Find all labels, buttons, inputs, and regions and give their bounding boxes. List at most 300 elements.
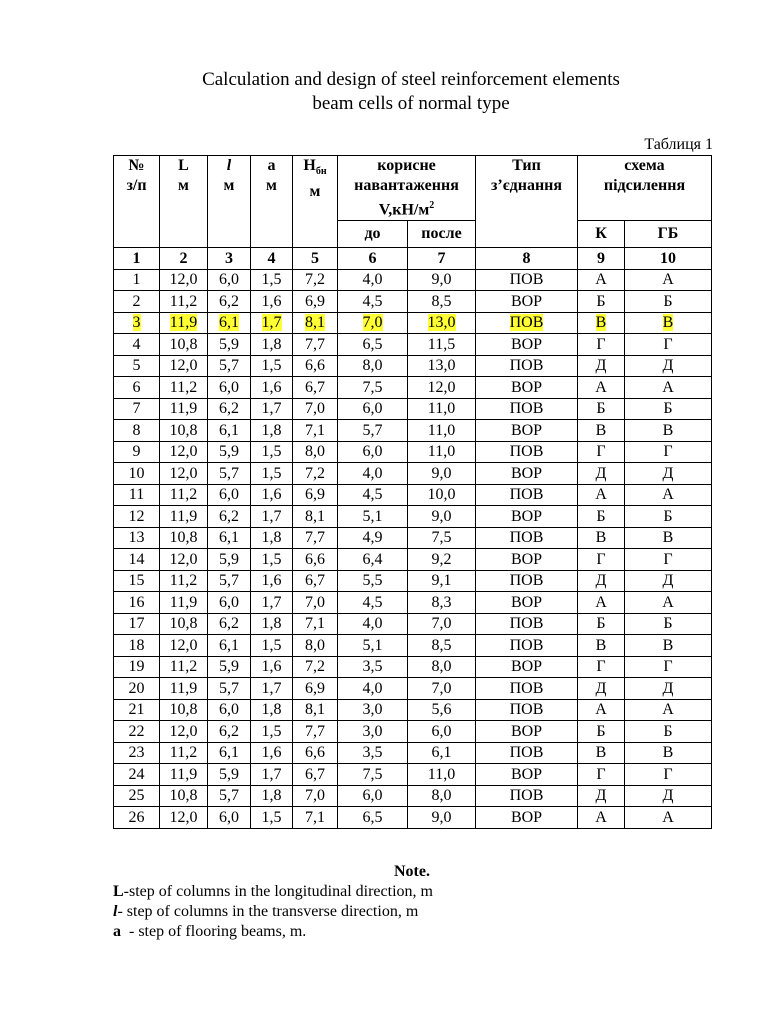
table-row	[114, 764, 712, 786]
table-cell: 11,0	[408, 420, 476, 442]
table-cell: В	[625, 635, 712, 657]
table-row	[114, 463, 712, 485]
header-K: К	[578, 221, 625, 248]
table-cell: 11,2	[160, 656, 208, 678]
table-row	[114, 592, 712, 614]
table-cell: 11,0	[408, 764, 476, 786]
table-cell: 3,0	[338, 699, 408, 721]
table-cell: 11	[114, 484, 160, 506]
table-cell: 5,7	[208, 355, 251, 377]
table-cell: 8,3	[408, 592, 476, 614]
table-cell: А	[625, 699, 712, 721]
highlighted-value: В	[662, 314, 674, 332]
note-section	[113, 862, 711, 942]
table-cell: 13,0	[408, 355, 476, 377]
table-cell: А	[625, 484, 712, 506]
note-text-L: -step of columns in the longitudinal direction, m	[123, 883, 433, 900]
table-cell: 7,0	[293, 398, 338, 420]
table-cell: 7,0	[293, 592, 338, 614]
table-cell: 16	[114, 592, 160, 614]
table-cell: Д	[578, 570, 625, 592]
header-load-after: после	[408, 221, 476, 248]
table-cell: 6,0	[208, 269, 251, 291]
table-cell: В	[625, 420, 712, 442]
table-cell: Д	[625, 785, 712, 807]
table-row	[114, 656, 712, 678]
title-line-2: beam cells of normal type	[312, 93, 510, 114]
table-cell: 7,7	[293, 334, 338, 356]
table-cell: А	[578, 807, 625, 829]
table-row	[114, 269, 712, 291]
table-cell: 6,9	[293, 678, 338, 700]
column-numbers-row	[114, 248, 712, 270]
table-cell	[293, 312, 338, 334]
table-cell: ПОВ	[476, 527, 578, 549]
table-cell: 1,8	[251, 334, 293, 356]
table-cell: ПОВ	[476, 570, 578, 592]
table-cell: 4,0	[338, 613, 408, 635]
table-cell: 4,9	[338, 527, 408, 549]
table-cell: 6,6	[293, 549, 338, 571]
table-cell: 5,9	[208, 764, 251, 786]
header-H	[293, 156, 338, 248]
table-cell: 9,0	[408, 807, 476, 829]
highlighted-value: 11,9	[169, 314, 198, 332]
table-cell: 12,0	[160, 807, 208, 829]
header-num	[114, 156, 160, 248]
table-cell: 22	[114, 721, 160, 743]
header-load-line-2: навантаження	[354, 177, 459, 194]
table-cell: 7,1	[293, 807, 338, 829]
highlighted-value: 8,1	[305, 314, 325, 332]
table-row	[114, 785, 712, 807]
table-cell: 6,7	[293, 377, 338, 399]
table-row	[114, 420, 712, 442]
table-cell: Д	[625, 570, 712, 592]
table-cell: 5,7	[208, 463, 251, 485]
table-cell: 4	[114, 334, 160, 356]
table-cell: 11,9	[160, 764, 208, 786]
table-cell: 6,1	[208, 527, 251, 549]
table-cell: 23	[114, 742, 160, 764]
table-cell: 5	[114, 355, 160, 377]
table-cell: 12,0	[408, 377, 476, 399]
table-cell: ПОВ	[476, 635, 578, 657]
table-row	[114, 441, 712, 463]
table-cell: 7,5	[338, 377, 408, 399]
table-cell: 6,1	[208, 742, 251, 764]
table-cell: 6,1	[208, 420, 251, 442]
table-cell: 10,8	[160, 420, 208, 442]
table-cell: 1,6	[251, 484, 293, 506]
table-cell: 5,9	[208, 441, 251, 463]
table-cell: 5,5	[338, 570, 408, 592]
table-row	[114, 312, 712, 334]
table-cell: 13	[114, 527, 160, 549]
highlighted-value: В	[595, 314, 607, 332]
table-cell: А	[625, 592, 712, 614]
table-cell: Б	[578, 398, 625, 420]
note-key-l: l	[113, 903, 118, 920]
header-load-line-1: корисне	[377, 157, 436, 174]
table-cell: 6	[114, 377, 160, 399]
table-cell: 6,0	[208, 377, 251, 399]
header-L-unit: м	[178, 177, 189, 194]
header-type-line-1: Тип	[512, 157, 541, 174]
highlighted-value: 7,0	[362, 314, 383, 332]
table-cell: В	[578, 527, 625, 549]
table-row	[114, 506, 712, 528]
table-cell: 1,8	[251, 527, 293, 549]
note-line-L	[113, 882, 711, 902]
table-cell	[160, 312, 208, 334]
header-a-label: a	[267, 157, 276, 174]
table-cell: 1,8	[251, 699, 293, 721]
header-l-unit: м	[223, 177, 235, 194]
table-cell: 9,2	[408, 549, 476, 571]
table-cell: Г	[625, 334, 712, 356]
table-cell: 7,0	[408, 613, 476, 635]
table-cell: Б	[578, 291, 625, 313]
table-cell: 7,0	[408, 678, 476, 700]
table-cell: Б	[578, 721, 625, 743]
table-cell: 11,0	[408, 398, 476, 420]
table-cell: Д	[578, 678, 625, 700]
table-cell: 6,4	[338, 549, 408, 571]
header-scheme-line-1: схема	[624, 157, 665, 174]
table-cell: ВОР	[476, 377, 578, 399]
table-cell: Б	[625, 721, 712, 743]
col-number: 2	[160, 248, 208, 270]
table-cell: ВОР	[476, 420, 578, 442]
table-cell: 12,0	[160, 549, 208, 571]
table-cell: ПОВ	[476, 613, 578, 635]
table-cell: 12,0	[160, 721, 208, 743]
table-cell: 9,0	[408, 269, 476, 291]
table-cell: 7,2	[293, 463, 338, 485]
table-cell: 6,0	[338, 441, 408, 463]
table-cell: 1,7	[251, 506, 293, 528]
table-cell: 4,0	[338, 678, 408, 700]
table-cell: 5,9	[208, 549, 251, 571]
table-cell: 11,2	[160, 484, 208, 506]
table-cell: 12	[114, 506, 160, 528]
table-cell: ВОР	[476, 291, 578, 313]
page-title	[0, 68, 768, 116]
table-cell: 7,5	[338, 764, 408, 786]
table-cell: ПОВ	[476, 355, 578, 377]
note-line-a	[113, 922, 711, 942]
table-cell: 1,6	[251, 291, 293, 313]
table-cell: 6,2	[208, 613, 251, 635]
col-number: 6	[338, 248, 408, 270]
table-cell: А	[578, 592, 625, 614]
table-cell: В	[578, 635, 625, 657]
table-cell: 20	[114, 678, 160, 700]
table-cell: ВОР	[476, 506, 578, 528]
table-row	[114, 570, 712, 592]
table-cell: ВОР	[476, 807, 578, 829]
table-cell: 7,0	[293, 785, 338, 807]
col-number: 3	[208, 248, 251, 270]
table-cell: 12,0	[160, 463, 208, 485]
table-cell: Б	[625, 291, 712, 313]
table-cell: ВОР	[476, 334, 578, 356]
note-text-l: - step of columns in the transverse direction, m	[117, 903, 419, 920]
table-cell: Д	[625, 355, 712, 377]
table-cell: 8,5	[408, 291, 476, 313]
table-cell: 15	[114, 570, 160, 592]
note-line-l	[113, 902, 711, 922]
table-cell: Г	[578, 549, 625, 571]
table-row	[114, 635, 712, 657]
table-cell: ВОР	[476, 764, 578, 786]
table-cell: А	[578, 699, 625, 721]
table-cell: ВОР	[476, 656, 578, 678]
col-number: 4	[251, 248, 293, 270]
note-key-L: L	[113, 883, 124, 900]
table-cell: 9,0	[408, 463, 476, 485]
table-cell: 11,9	[160, 398, 208, 420]
col-number: 1	[114, 248, 160, 270]
col-number: 10	[625, 248, 712, 270]
table-cell: 6,5	[338, 807, 408, 829]
table-cell: ВОР	[476, 549, 578, 571]
table-cell: Г	[578, 764, 625, 786]
table-cell: 5,7	[208, 678, 251, 700]
table-cell	[476, 312, 578, 334]
table-cell: ПОВ	[476, 398, 578, 420]
highlighted-value: 3	[132, 314, 141, 332]
table-cell: 1,8	[251, 613, 293, 635]
table-cell: Б	[625, 398, 712, 420]
table-cell: 10,8	[160, 613, 208, 635]
table-cell: Б	[625, 506, 712, 528]
table-cell	[625, 312, 712, 334]
table-cell: Г	[625, 549, 712, 571]
col-number: 5	[293, 248, 338, 270]
table-cell: 5,1	[338, 506, 408, 528]
table-cell: 10	[114, 463, 160, 485]
table-cell: 7,7	[293, 721, 338, 743]
table-body	[114, 248, 712, 829]
table-cell: 6,0	[208, 699, 251, 721]
table-cell: ПОВ	[476, 441, 578, 463]
table-cell: 1,5	[251, 355, 293, 377]
table-cell	[338, 312, 408, 334]
header-num-label-2: з/п	[126, 177, 147, 194]
table-cell: 5,1	[338, 635, 408, 657]
table-cell: 5,9	[208, 656, 251, 678]
table-cell: 8,1	[293, 506, 338, 528]
table-cell: 21	[114, 699, 160, 721]
table-cell	[208, 312, 251, 334]
table-cell: 12,0	[160, 441, 208, 463]
table-cell: 7,1	[293, 420, 338, 442]
col-number: 8	[476, 248, 578, 270]
table-cell: 1	[114, 269, 160, 291]
table-cell: 6,6	[293, 355, 338, 377]
table-cell: 7,1	[293, 613, 338, 635]
title-line-1: Calculation and design of steel reinforcement elements	[202, 69, 620, 90]
table-cell: 7,2	[293, 656, 338, 678]
table-cell: 6,0	[338, 398, 408, 420]
table-cell: 6,0	[208, 484, 251, 506]
table-cell: 8,0	[293, 441, 338, 463]
table-cell: Г	[578, 656, 625, 678]
table-cell: 6,0	[208, 592, 251, 614]
table-cell: 1,7	[251, 592, 293, 614]
table-cell: 24	[114, 764, 160, 786]
table-cell: 8	[114, 420, 160, 442]
table-cell: Б	[578, 506, 625, 528]
table-cell: 25	[114, 785, 160, 807]
table-cell: 1,6	[251, 656, 293, 678]
table-cell: 7,5	[408, 527, 476, 549]
table-cell	[114, 312, 160, 334]
header-H-unit: м	[309, 183, 321, 201]
table-cell: Г	[625, 764, 712, 786]
table-cell: ПОВ	[476, 269, 578, 291]
table-cell: 1,5	[251, 441, 293, 463]
table-cell: 1,5	[251, 721, 293, 743]
table-cell: 1,7	[251, 764, 293, 786]
table-cell: 1,6	[251, 570, 293, 592]
header-L-label: L	[178, 157, 189, 174]
table-cell: 4,5	[338, 592, 408, 614]
table-cell: ПОВ	[476, 678, 578, 700]
table-caption: Таблиця 1	[644, 136, 713, 153]
table-cell: 10,8	[160, 785, 208, 807]
header-GB: ГБ	[625, 221, 712, 248]
table-cell: 9,0	[408, 506, 476, 528]
table-cell: ПОВ	[476, 484, 578, 506]
table-cell: 8,0	[293, 635, 338, 657]
header-scheme-line-2: підсилення	[603, 177, 686, 194]
table-cell: Б	[578, 613, 625, 635]
header-connection-type	[476, 156, 578, 248]
table-cell: 9	[114, 441, 160, 463]
table-cell: 9,1	[408, 570, 476, 592]
col-number: 9	[578, 248, 625, 270]
table-cell: 6,6	[293, 742, 338, 764]
table-cell: 4,5	[338, 484, 408, 506]
table-cell: Д	[625, 463, 712, 485]
table-row	[114, 291, 712, 313]
table-cell: Г	[625, 656, 712, 678]
table-cell: В	[578, 742, 625, 764]
table-cell: ВОР	[476, 463, 578, 485]
table-cell: 8,1	[293, 699, 338, 721]
table-cell: 10,8	[160, 699, 208, 721]
table-cell: 6,2	[208, 506, 251, 528]
table-cell: 18	[114, 635, 160, 657]
table-cell: Д	[578, 463, 625, 485]
table-cell: 8,0	[408, 785, 476, 807]
note-text-a: - step of flooring beams, m.	[121, 923, 307, 940]
note-title: Note.	[394, 863, 430, 880]
table-cell: 7,7	[293, 527, 338, 549]
table-row	[114, 742, 712, 764]
highlighted-value: ПОВ	[509, 314, 544, 332]
table-cell: 1,6	[251, 377, 293, 399]
table-cell: Д	[625, 678, 712, 700]
table-cell: ВОР	[476, 721, 578, 743]
table-row	[114, 484, 712, 506]
table-cell: А	[625, 269, 712, 291]
table-cell: 11,2	[160, 570, 208, 592]
table-cell: А	[625, 807, 712, 829]
table-cell: 12,0	[160, 269, 208, 291]
table-cell	[251, 312, 293, 334]
table-row	[114, 721, 712, 743]
highlighted-value: 1,7	[261, 314, 282, 332]
variants-table	[113, 155, 712, 829]
table-cell: 1,5	[251, 463, 293, 485]
table-cell: 4,5	[338, 291, 408, 313]
table-cell: 5,7	[208, 570, 251, 592]
table-cell: 4,0	[338, 269, 408, 291]
table-cell: 6,0	[338, 785, 408, 807]
table-cell: 1,8	[251, 420, 293, 442]
table-row	[114, 527, 712, 549]
table-cell: 17	[114, 613, 160, 635]
header-a	[251, 156, 293, 248]
table-cell: 1,8	[251, 785, 293, 807]
table-cell: 26	[114, 807, 160, 829]
table-row	[114, 613, 712, 635]
table-cell: 1,6	[251, 742, 293, 764]
table-cell: 6,2	[208, 398, 251, 420]
header-load	[338, 156, 476, 221]
table-cell	[408, 312, 476, 334]
header-H-sub: бн	[315, 166, 327, 178]
header-l-label: l	[226, 157, 232, 174]
header-load-line-3: V,кН/м	[378, 201, 430, 219]
header-num-label: №	[128, 157, 145, 174]
table-cell: 10,8	[160, 334, 208, 356]
table-row	[114, 807, 712, 829]
table-cell: Б	[625, 613, 712, 635]
table-cell: 4,0	[338, 463, 408, 485]
table-cell	[578, 312, 625, 334]
table-cell: 3,0	[338, 721, 408, 743]
table-row	[114, 699, 712, 721]
table-cell: 11,2	[160, 742, 208, 764]
table-cell: 2	[114, 291, 160, 313]
table-cell: 19	[114, 656, 160, 678]
table-cell: 12,0	[160, 635, 208, 657]
table-cell: 5,6	[408, 699, 476, 721]
table-cell: 11,9	[160, 678, 208, 700]
table-cell: ПОВ	[476, 699, 578, 721]
table-cell: 6,9	[293, 484, 338, 506]
table-cell: ПОВ	[476, 785, 578, 807]
header-load-before: до	[338, 221, 408, 248]
table-cell: В	[578, 420, 625, 442]
header-load-sup: 2	[429, 200, 435, 211]
table-cell: Г	[578, 334, 625, 356]
table-cell: 6,9	[293, 291, 338, 313]
table-cell: 6,1	[408, 742, 476, 764]
table-cell: В	[625, 527, 712, 549]
table-cell: 6,2	[208, 291, 251, 313]
highlighted-value: 6,1	[219, 314, 239, 332]
header-L	[160, 156, 208, 248]
note-key-a: a	[113, 923, 121, 940]
table-cell: 1,5	[251, 549, 293, 571]
table-cell: 1,5	[251, 269, 293, 291]
